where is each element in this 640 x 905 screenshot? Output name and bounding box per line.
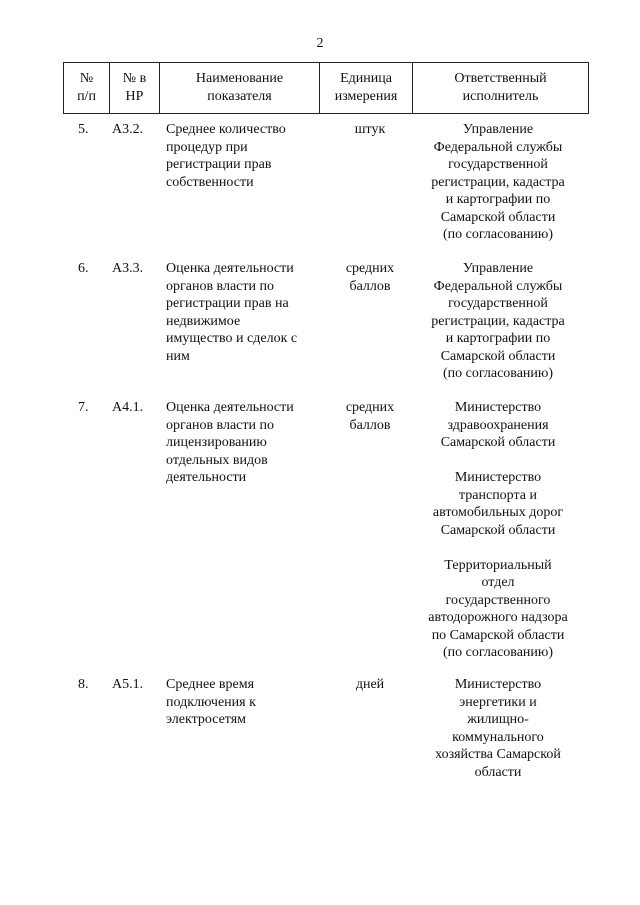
row-number: 5. xyxy=(78,122,89,137)
responsible-executor: Управление Федеральной службы государственной регистрации, кадастра и картографии по Самарской области (по согласованию) xyxy=(431,261,565,381)
unit-of-measure: штук xyxy=(354,122,386,137)
indicator-name: Среднее время подключения к электросетям xyxy=(166,677,256,727)
row-number: 8. xyxy=(78,677,89,692)
header-unit: Единица измерения xyxy=(320,63,413,114)
header-name: Наименование показателя xyxy=(160,63,320,114)
page-number: 2 xyxy=(316,36,324,51)
row-code: А4.1. xyxy=(112,400,144,415)
row-code: А5.1. xyxy=(112,677,144,692)
header-code: № в НР xyxy=(110,63,160,114)
responsible-executor: Министерство здравоохранения Самарской области Министерство транспорта и автомобильных дорог Самарской области Территориальный отдел государственного автодорожного надзора по Самарской области (по согласованию) xyxy=(428,400,568,660)
table-header xyxy=(63,62,589,114)
row-code: А3.3. xyxy=(112,261,144,276)
responsible-executor: Министерство энергетики и жилищно- коммунального хозяйства Самарской области xyxy=(435,677,561,780)
unit-of-measure: средних баллов xyxy=(345,400,395,433)
responsible-executor: Управление Федеральной службы государственной регистрации, кадастра и картографии по Самарской области (по согласованию) xyxy=(431,122,565,242)
indicator-name: Среднее количество процедур при регистрации прав собственности xyxy=(166,122,286,190)
row-code: А3.2. xyxy=(112,122,144,137)
indicator-name: Оценка деятельности органов власти по регистрации прав на недвижимое имущество и сделок с ним xyxy=(166,261,298,364)
header-num: № п/п xyxy=(64,63,110,114)
header-exec: Ответственный исполнитель xyxy=(413,63,589,114)
row-number: 7. xyxy=(78,400,89,415)
unit-of-measure: дней xyxy=(355,677,385,692)
unit-of-measure: средних баллов xyxy=(345,261,395,294)
row-number: 6. xyxy=(78,261,89,276)
indicator-name: Оценка деятельности органов власти по лицензированию отдельных видов деятельности xyxy=(166,400,294,485)
